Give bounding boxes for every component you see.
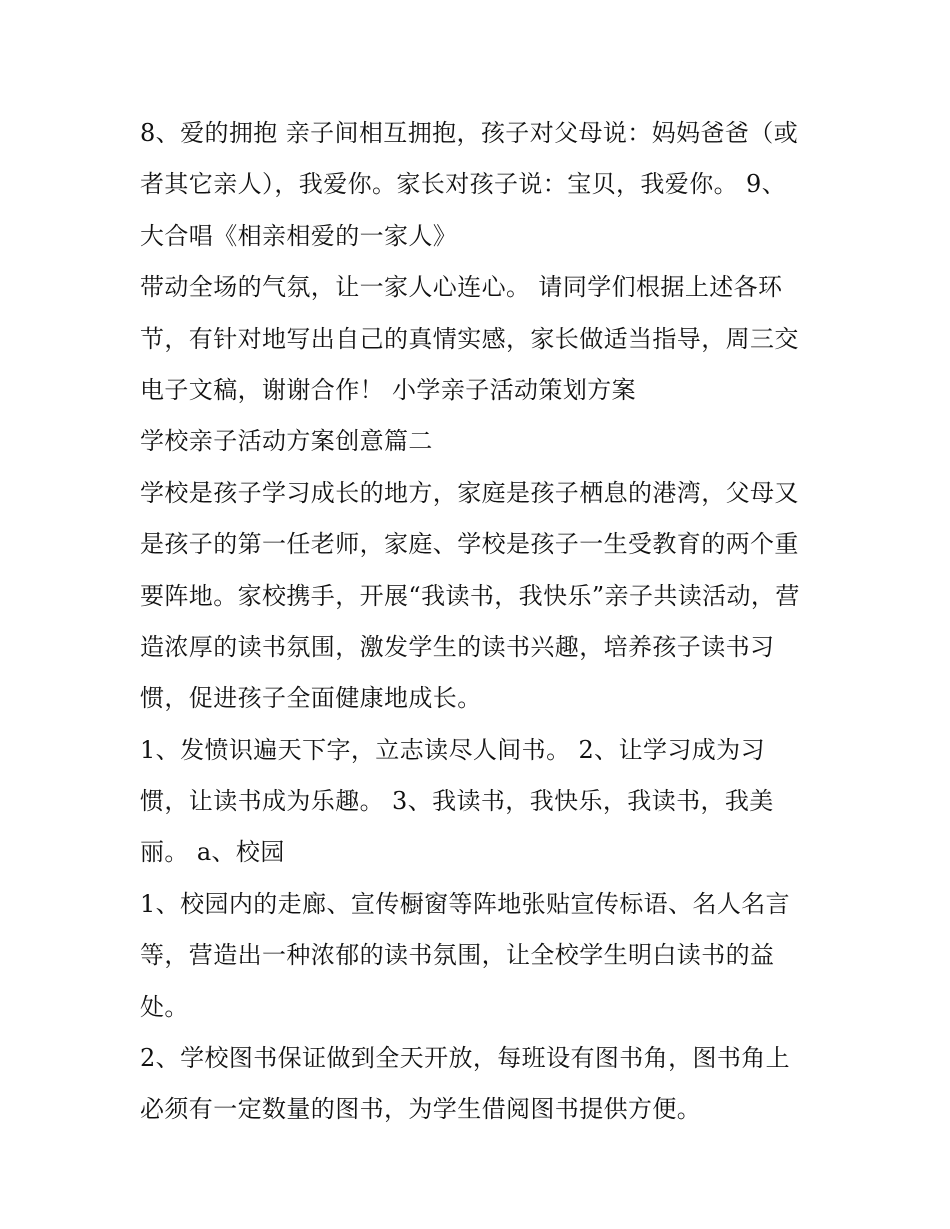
text-line-18: 处。	[140, 992, 189, 1021]
text-line-5: 节，有针对地写出自己的真情实感，家长做适当指导，周三交	[140, 324, 799, 353]
text-line-3: 大合唱《相亲相爱的一家人》	[140, 221, 458, 250]
text-line-13: 1、发愤识遍天下字，立志读尽人间书。 2、让学习成为习	[140, 735, 765, 764]
text-line-16: 1、校园内的走廊、宣传橱窗等阵地张贴宣传标语、名人名言	[140, 889, 791, 918]
text-line-14: 惯，让读书成为乐趣。 3、我读书，我快乐，我读书，我美	[140, 787, 774, 816]
text-line-9: 是孩子的第一任老师，家庭、学校是孩子一生受教育的两个重	[140, 530, 799, 559]
text-line-15: 丽。 a、校园	[140, 838, 285, 867]
text-line-1: 8、爱的拥抱 亲子间相互拥抱，孩子对父母说：妈妈爸爸（或	[140, 119, 799, 147]
text-line-19: 2、学校图书保证做到全天开放，每班设有图书角，图书角上	[140, 1044, 791, 1073]
text-line-17: 等，营造出一种浓郁的读书氛围，让全校学生明白读书的益	[140, 941, 775, 970]
text-line-12: 惯，促进孩子全面健康地成长。	[140, 684, 482, 713]
text-line-8: 学校是孩子学习成长的地方，家庭是孩子栖息的港湾，父母又	[140, 478, 799, 507]
text-line-20: 必须有一定数量的图书，为学生借阅图书提供方便。	[140, 1095, 702, 1124]
text-line-10: 要阵地。家校携手，开展“我读书，我快乐”亲子共读活动，营	[140, 581, 800, 610]
text-line-2: 者其它亲人），我爱你。家长对孩子说：宝贝，我爱你。 9、	[140, 170, 787, 199]
document-body	[140, 108, 830, 1136]
text-line-4: 带动全场的气氛，让一家人心连心。 请同学们根据上述各环	[140, 273, 783, 302]
text-line-6: 电子文稿，谢谢合作！ 小学亲子活动策划方案	[140, 375, 637, 404]
section-heading: 学校亲子活动方案创意篇二	[140, 427, 433, 456]
text-line-11: 造浓厚的读书氛围，激发学生的读书兴趣，培养孩子读书习	[140, 632, 775, 661]
